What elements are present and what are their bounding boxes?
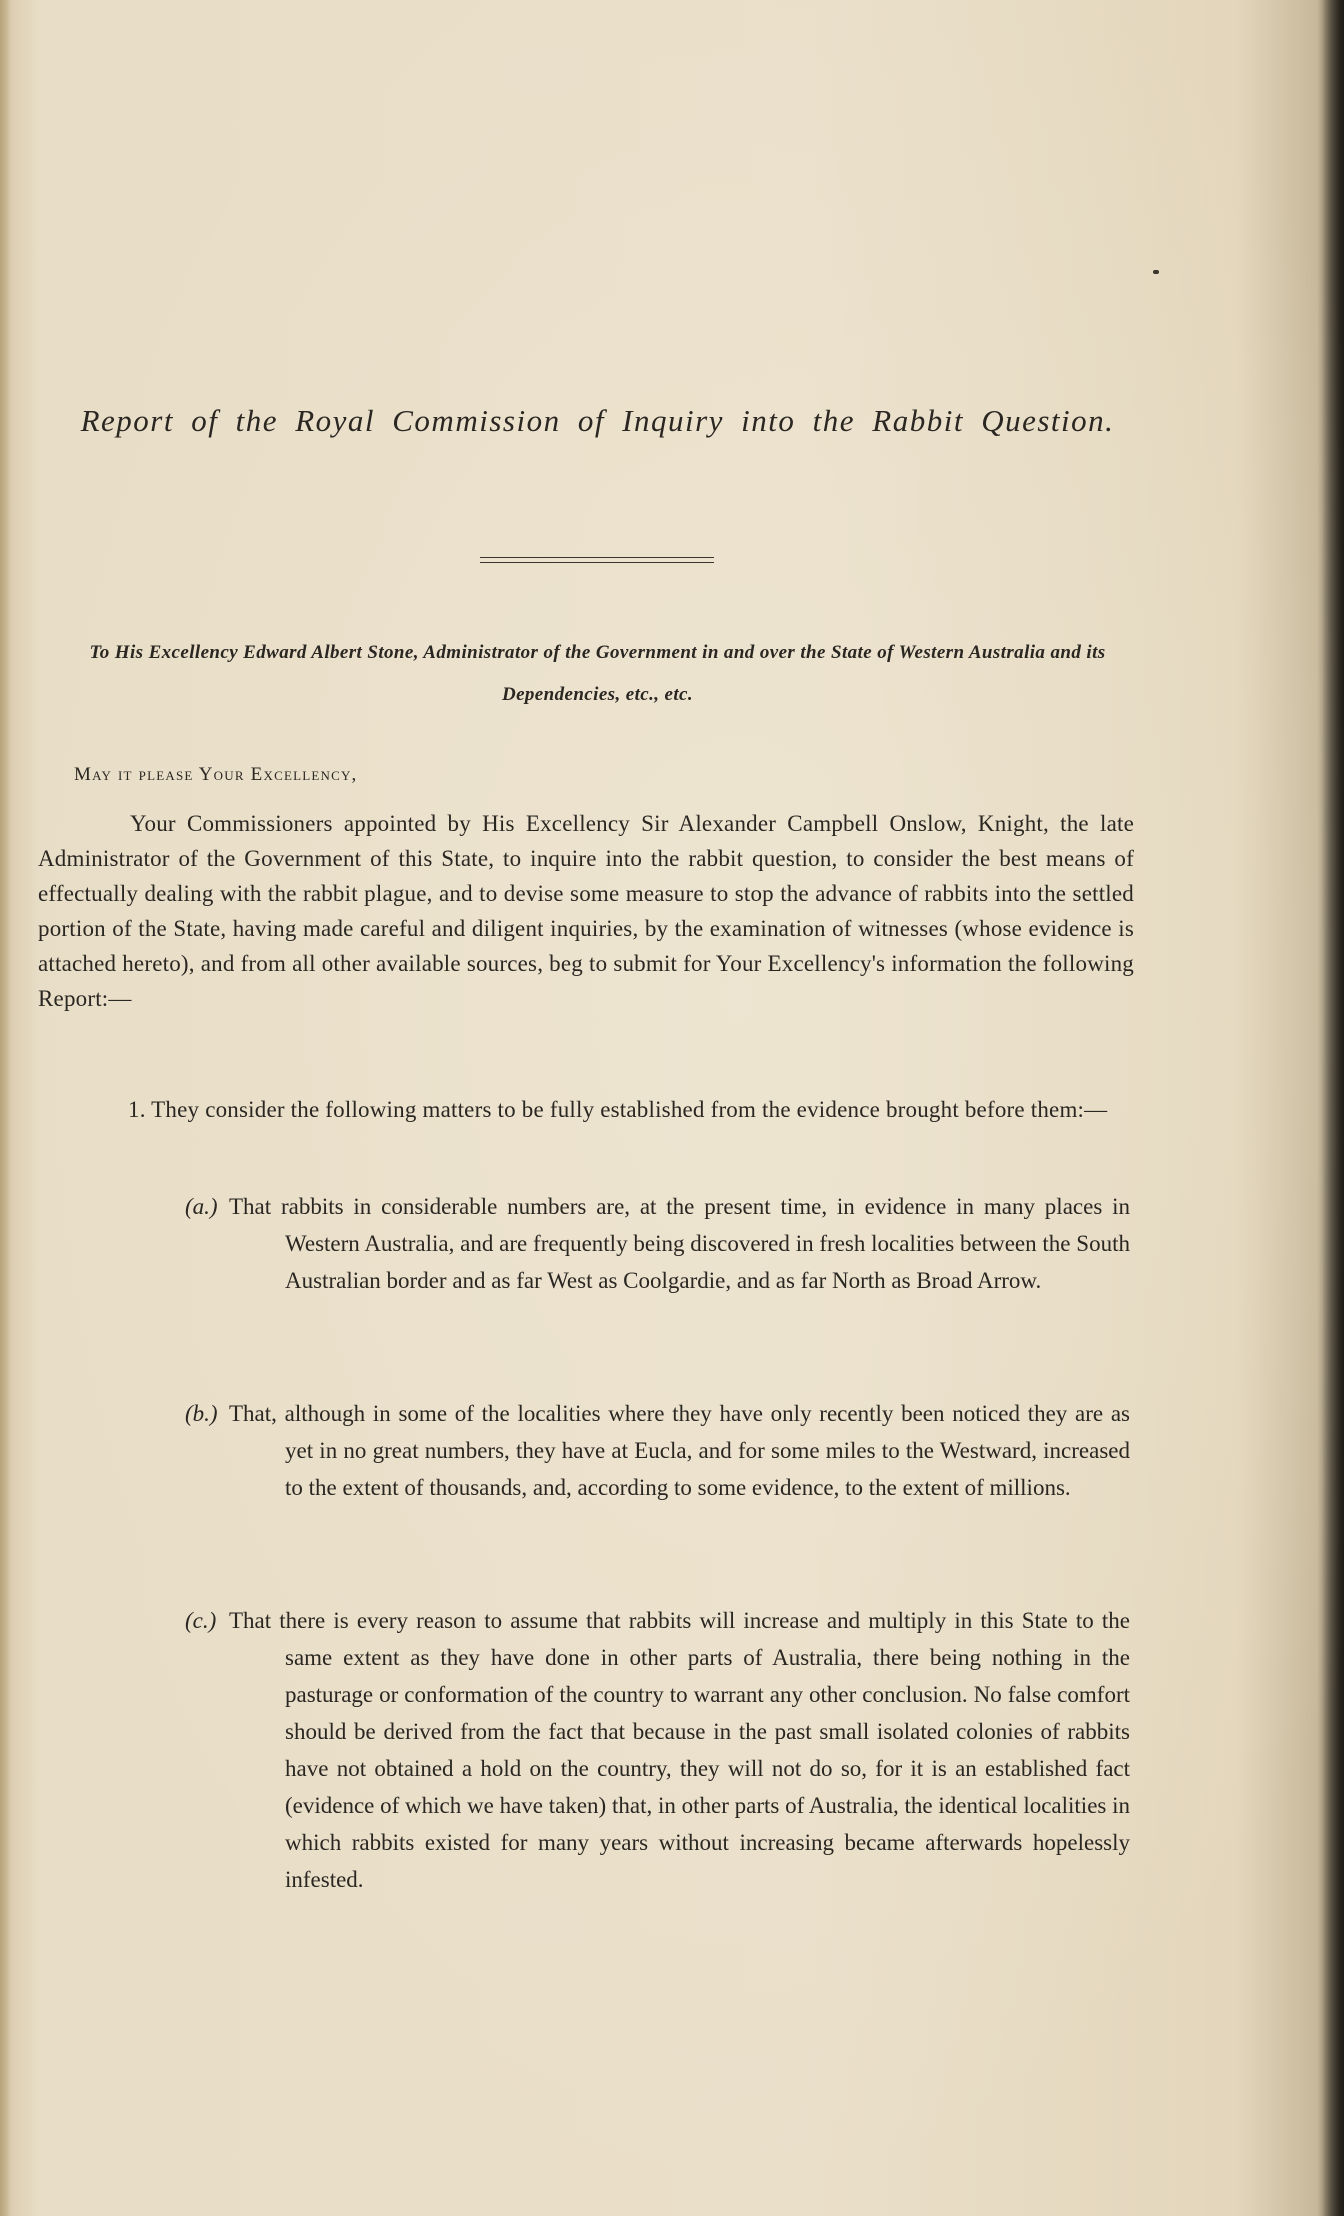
title-divider [480,557,714,563]
binding-shadow [1322,0,1344,2216]
list-item-b [185,1395,1130,1506]
paragraph-1: 1. They consider the following matters to be fully established from the evidence brought before them:— [128,1097,1108,1122]
item-text: That there is every reason to assume that rabbits will increase and multiply in this State to the same extent as they have done in other parts of Australia, there being nothing in the pasturage or conformation of the country to warrant any other conclusion. No false comfort should be derived from the fact that because in the past small isolated colonies of rabbits have not obtained a hold on the country, they will not do so, for it is an established fact (evidence of which we have taken) that, in other parts of Australia, the identical localities in which rabbits existed for many years without increasing became afterwards hopelessly infested. [229,1608,1130,1892]
intro-paragraph: Your Commissioners appointed by His Excellency Sir Alexander Campbell Onslow, Knight, the late Administrator of the Government of this State, to inquire into the rabbit question, to consider the best means of effectually dealing with the rabbit plague, and to devise some measure to stop the advance of rabbits into the settled portion of the State, having made careful and diligent inquiries, by the examination of witnesses (whose evidence is attached hereto), and from all other available sources, beg to submit for Your Excellency's information the following Report:— [38,811,1134,1011]
report-title: Report of the Royal Commission of Inquiry into the Rabbit Question. [80,403,1115,438]
ink-mark [1153,270,1159,274]
item-marker: (c.) [185,1608,217,1633]
salutation: May it please Your Excellency, [74,764,358,785]
item-text: That rabbits in considerable numbers are, at the present time, in evidence in many places in Western Australia, and are frequently being discovered in fresh localities between the South Australian border and as far West as Coolgardie, and as far North as Broad Arrow. [229,1194,1130,1293]
list-item-a [185,1188,1130,1299]
list-item-c [185,1602,1130,1898]
address-line: To His Excellency Edward Albert Stone, Administrator of the Government in and over the State of Western Australia and its Dependencies, etc., etc. [89,642,1106,705]
item-marker: (b.) [185,1401,218,1426]
item-marker: (a.) [185,1194,218,1219]
item-text: That, although in some of the localities where they have only recently been noticed they are as yet in no great numbers, they have at Eucla, and for some miles to the Westward, increased to the extent of thousands, and, according to some evidence, to the extent of millions. [229,1401,1130,1500]
page-left-edge [0,0,10,2216]
